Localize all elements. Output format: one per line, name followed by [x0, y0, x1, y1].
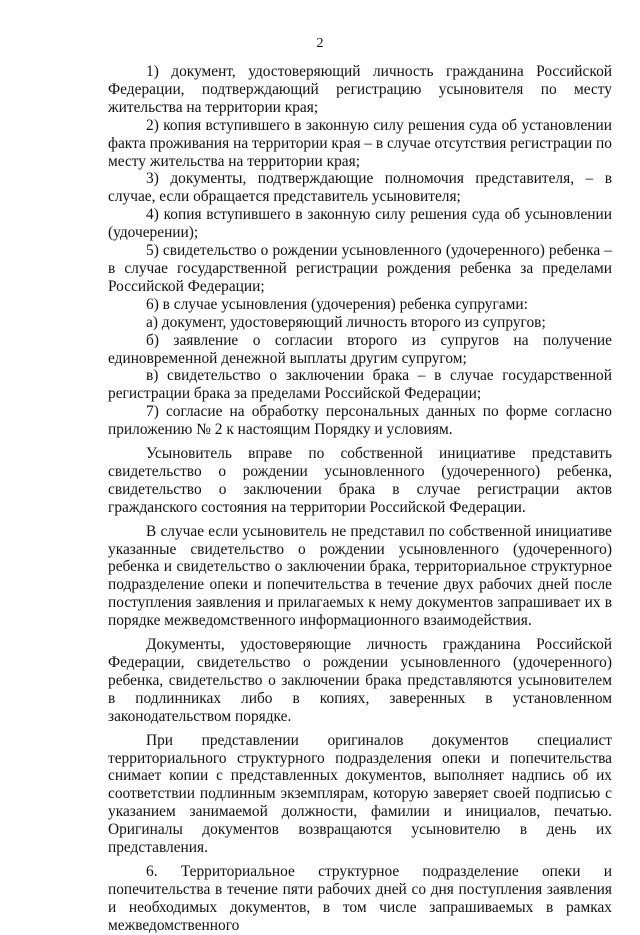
- paragraph-item-1: 1) документ, удостоверяющий личность гражданина Российской Федерации, подтверждающий регистрацию усыновителя по месту жительства на территории края;: [108, 63, 612, 116]
- paragraph-originals-copies: При представлении оригиналов документов специалист территориального структурного подразделения опеки и попечительства снимает копии с представленных документов, выполняет надпись об их соответствии подлинным экземплярам, которую заверяет своей подписью с указанием занимаемой должности, фамилии и инициалов, печатью. Оригиналы документов возвращаются усыновителю в день их представления.: [108, 731, 612, 857]
- paragraph-item-7: 7) согласие на обработку персональных данных по форме согласно приложению № 2 к настоящим Порядку и условиям.: [108, 403, 612, 439]
- page-number: 2: [316, 36, 324, 51]
- paragraph-subitem-b: б) заявление о согласии второго из супругов на получение единовременной денежной выплаты другим супругом;: [108, 331, 612, 367]
- paragraph-documents-form: Документы, удостоверяющие личность гражданина Российской Федерации, свидетельство о рождении усыновленного (удочеренного) ребенка, свидетельство о заключении брака представляются усыновителем в подлинниках либо в копиях, заверенных в установленном законодательством порядке.: [108, 636, 612, 725]
- paragraph-interagency-request: В случае если усыновитель не представил по собственной инициативе указанные свидетельство о рождении усыновленного (удочеренного) ребенка и свидетельство о заключении брака, территориальное структурное подразделение опеки и попечительства в течение двух рабочих дней после поступления заявления и прилагаемых к нему документов запрашивает их в порядке межведомственного информационного взаимодействия.: [108, 522, 612, 630]
- paragraph-item-6: 6) в случае усыновления (удочерения) ребенка супругами:: [146, 295, 528, 313]
- paragraph-subitem-v: в) свидетельство о заключении брака – в случае государственной регистрации брака за пределами Российской Федерации;: [108, 367, 612, 403]
- paragraph-adopter-right: Усыновитель вправе по собственной инициативе представить свидетельство о рождении усыновленного (удочеренного) ребенка, свидетельство о заключении брака в случае регистрации актов гражданского состояния на территории Российской Федерации.: [108, 445, 612, 516]
- paragraph-section-6: 6. Территориальное структурное подразделение опеки и попечительства в течение пяти рабочих дней со дня поступления заявления и необходимых документов, в том числе запрашиваемых в рамках межведомственного: [108, 862, 612, 934]
- paragraph-item-2: 2) копия вступившего в законную силу решения суда об установлении факта проживания на территории края – в случае отсутствия регистрации по месту жительства на территории края;: [108, 116, 612, 170]
- paragraph-item-3: 3) документы, подтверждающие полномочия представителя, – в случае, если обращается представитель усыновителя;: [108, 170, 612, 206]
- document-body: [108, 63, 612, 935]
- paragraph-subitem-a: а) документ, удостоверяющий личность второго из супругов;: [146, 313, 546, 331]
- paragraph-item-4: 4) копия вступившего в законную силу решения суда об усыновлении (удочерении);: [108, 206, 612, 242]
- paragraph-item-5: 5) свидетельство о рождении усыновленного (удочеренного) ребенка – в случае государственной регистрации рождения ребенка за пределами Российской Федерации;: [108, 242, 612, 295]
